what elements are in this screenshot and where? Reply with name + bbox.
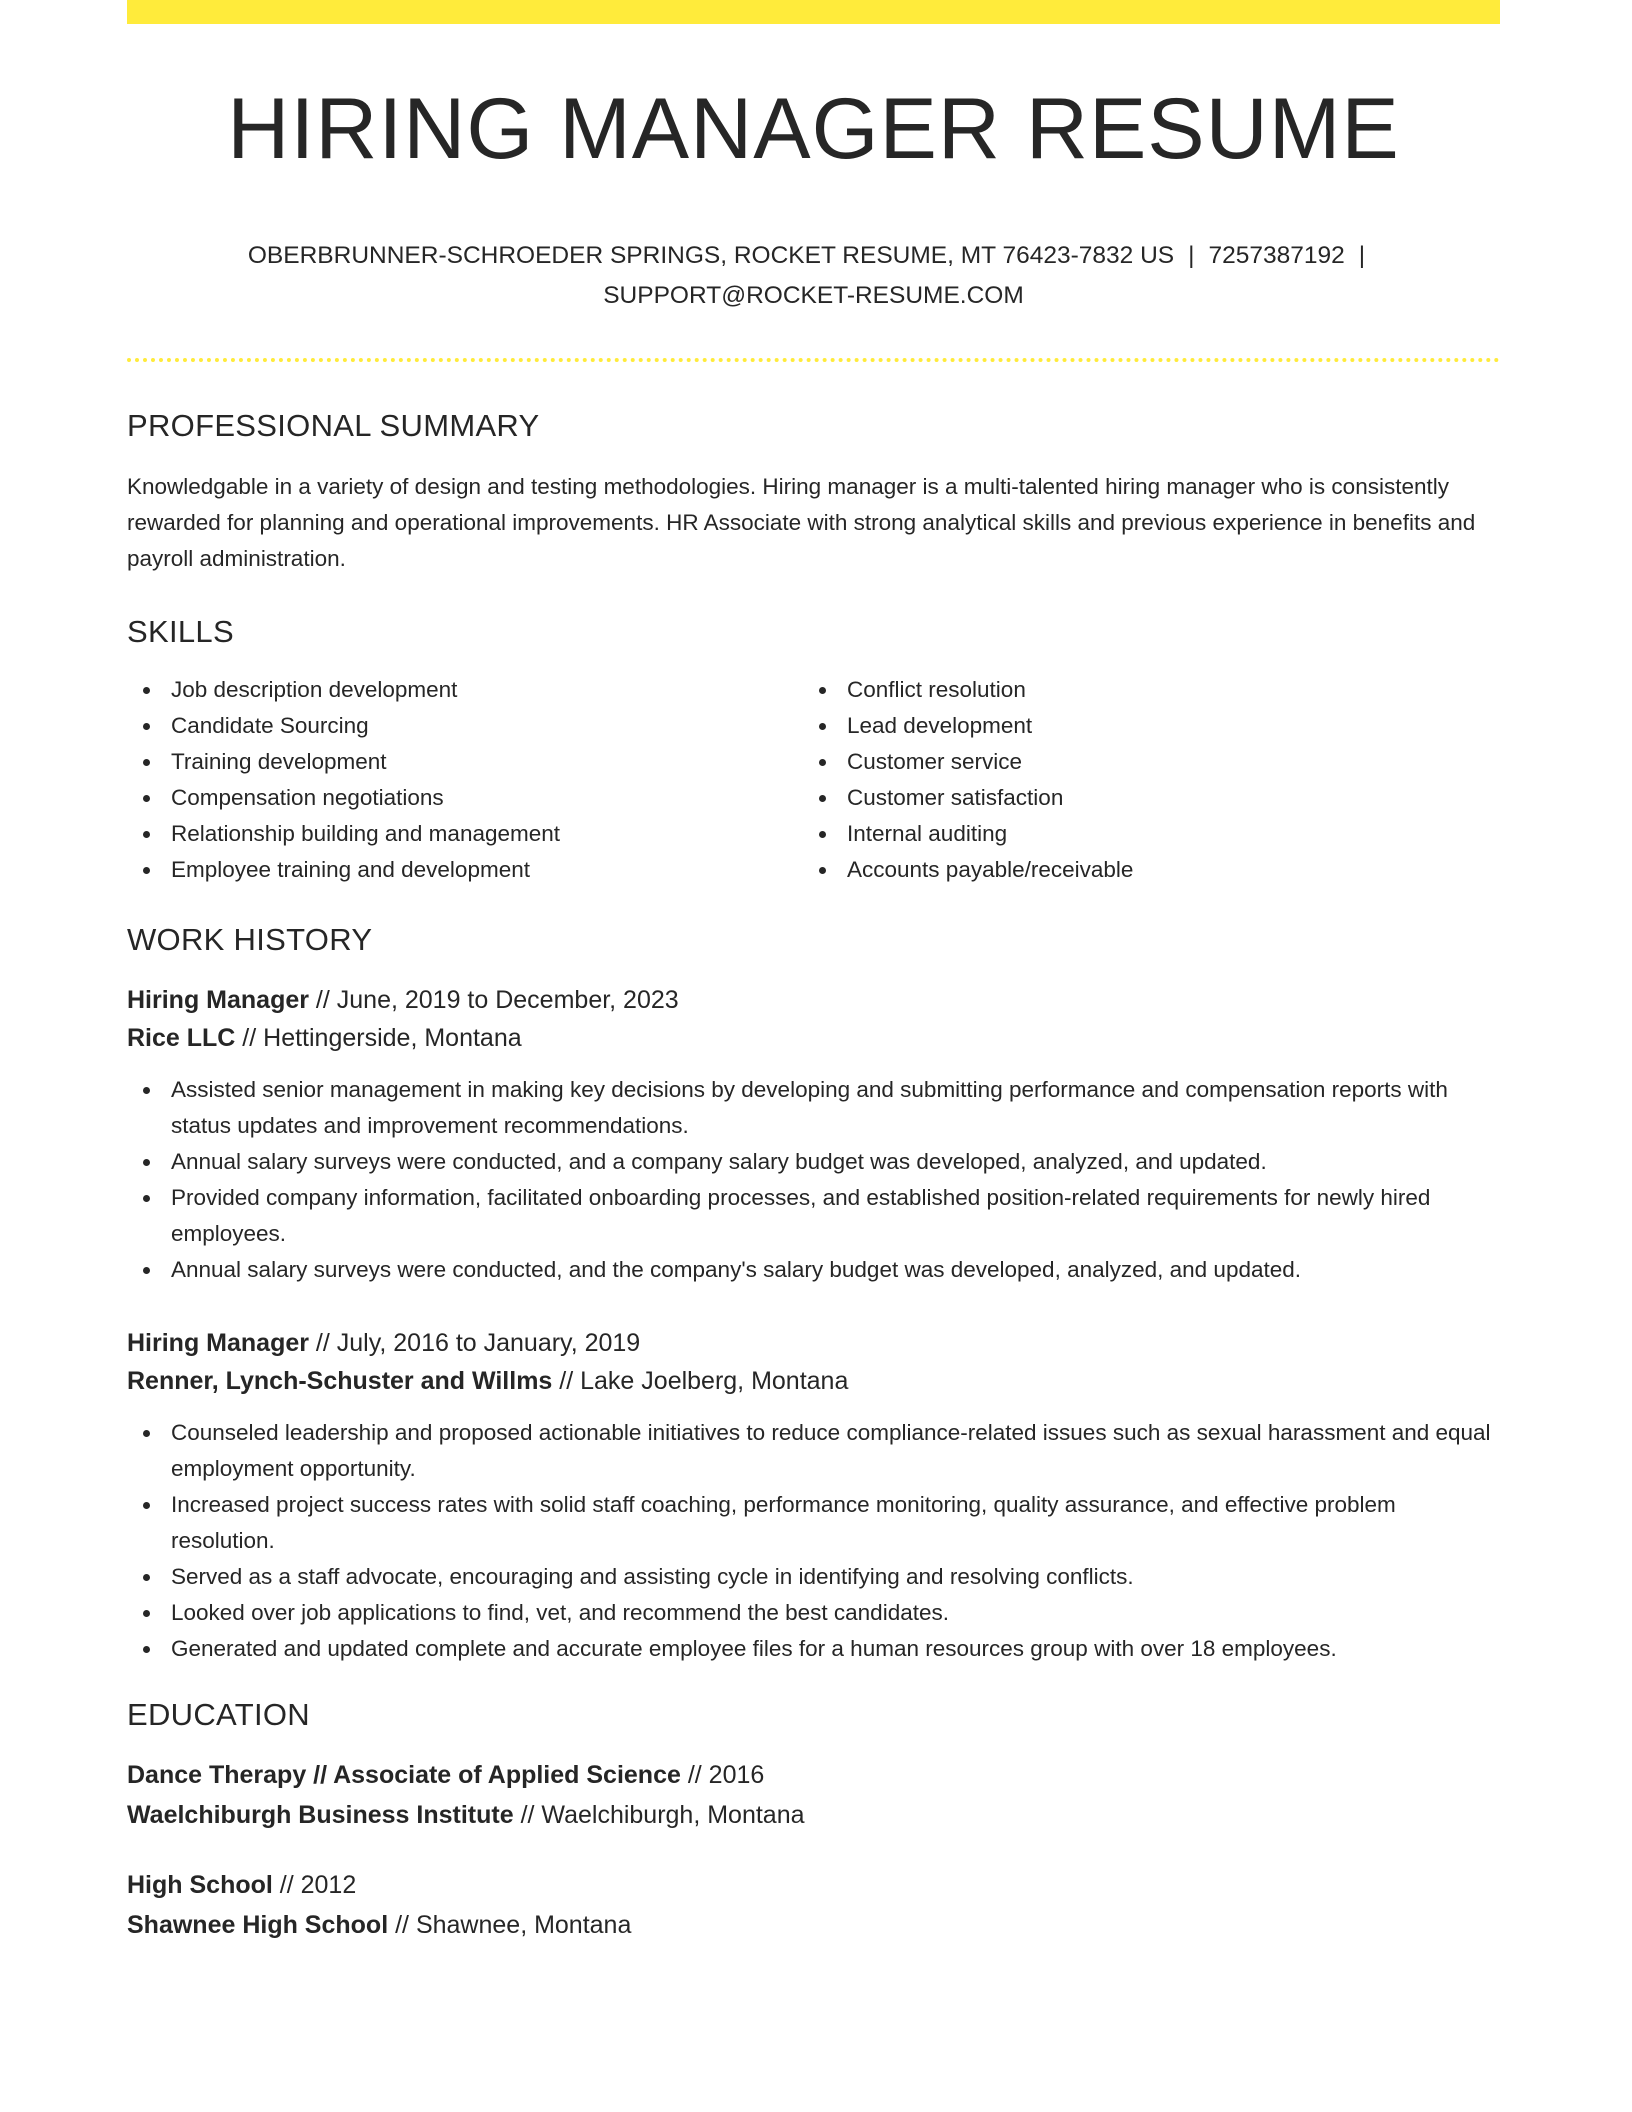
education-degree-line bbox=[127, 1865, 1500, 1905]
skill-item: Customer satisfaction bbox=[803, 780, 1479, 816]
job-entry bbox=[127, 1324, 1500, 1667]
summary-text: Knowledgable in a variety of design and testing methodologies. Hiring manager is a multi-talented hiring manager who is consistently rewarded for planning and operational improvements. HR Associate with strong analytical skills and previous experience in benefits and payroll administration. bbox=[127, 474, 1476, 571]
skill-item: Candidate Sourcing bbox=[127, 708, 803, 744]
education-location: // Waelchiburgh, Montana bbox=[513, 1801, 805, 1829]
education-year: // 2012 bbox=[272, 1871, 357, 1899]
job-title-line bbox=[127, 1324, 1500, 1362]
education-degree: High School bbox=[127, 1871, 273, 1899]
job-bullets bbox=[127, 1072, 1500, 1288]
job-bullet: Counseled leadership and proposed actionable initiatives to reduce compliance-related issues such as sexual harassment and equal employment opportunity. bbox=[127, 1415, 1500, 1487]
job-bullets bbox=[127, 1415, 1500, 1667]
job-company: Renner, Lynch-Schuster and Willms bbox=[127, 1367, 553, 1395]
skill-item: Employee training and development bbox=[127, 852, 803, 888]
job-company-line bbox=[127, 1362, 1500, 1400]
education-school: Waelchiburgh Business Institute bbox=[127, 1801, 514, 1829]
skill-item: Relationship building and management bbox=[127, 816, 803, 852]
contact-address: OBERBRUNNER-SCHROEDER SPRINGS, ROCKET RESUME, MT 76423-7832 US bbox=[247, 242, 1175, 269]
accent-bar bbox=[127, 0, 1500, 24]
job-company: Rice LLC bbox=[127, 1024, 236, 1052]
skill-item: Job description development bbox=[127, 672, 803, 708]
education-location: // Shawnee, Montana bbox=[388, 1911, 632, 1939]
skill-item: Training development bbox=[127, 744, 803, 780]
contact-phone: 7257387192 bbox=[1208, 242, 1345, 269]
contact-separator: | bbox=[1358, 242, 1366, 269]
job-dates: // June, 2019 to December, 2023 bbox=[308, 986, 679, 1014]
job-bullet: Generated and updated complete and accurate employee files for a human resources group with over 18 employees. bbox=[127, 1631, 1500, 1667]
job-bullet: Served as a staff advocate, encouraging and assisting cycle in identifying and resolving conflicts. bbox=[127, 1559, 1500, 1595]
education-entry bbox=[127, 1755, 1500, 1835]
resume-page bbox=[127, 0, 1500, 1945]
job-entry bbox=[127, 981, 1500, 1288]
job-bullet: Annual salary surveys were conducted, and the company's salary budget was developed, analyzed, and updated. bbox=[127, 1252, 1500, 1288]
education-degree-line bbox=[127, 1755, 1500, 1795]
education-school: Shawnee High School bbox=[127, 1911, 389, 1939]
contact-separator: | bbox=[1188, 242, 1195, 269]
job-dates: // July, 2016 to January, 2019 bbox=[308, 1329, 641, 1357]
job-bullet: Annual salary surveys were conducted, and a company salary budget was developed, analyzed, and updated. bbox=[127, 1144, 1500, 1180]
skill-item: Internal auditing bbox=[803, 816, 1479, 852]
skill-item: Customer service bbox=[803, 744, 1479, 780]
education-school-line bbox=[127, 1795, 1500, 1835]
resume-title: HIRING MANAGER RESUME bbox=[227, 81, 1400, 177]
education-school-line bbox=[127, 1905, 1500, 1945]
job-title: Hiring Manager bbox=[127, 986, 309, 1014]
dotted-divider bbox=[127, 358, 1500, 362]
job-title: Hiring Manager bbox=[127, 1329, 309, 1357]
education-year: // 2016 bbox=[680, 1761, 765, 1789]
skill-item: Compensation negotiations bbox=[127, 780, 803, 816]
contact-email[interactable]: SUPPORT@ROCKET-RESUME.COM bbox=[603, 282, 1024, 309]
job-bullet: Increased project success rates with solid staff coaching, performance monitoring, quality assurance, and effective problem resolution. bbox=[127, 1487, 1500, 1559]
education-heading: EDUCATION bbox=[127, 1697, 310, 1732]
job-bullet: Assisted senior management in making key decisions by developing and submitting performance and compensation reports with status updates and improvement recommendations. bbox=[127, 1072, 1500, 1144]
job-company-line bbox=[127, 1019, 1500, 1057]
job-location: // Hettingerside, Montana bbox=[235, 1024, 522, 1052]
summary-heading: PROFESSIONAL SUMMARY bbox=[127, 408, 540, 443]
job-title-line bbox=[127, 981, 1500, 1019]
skills-column-right bbox=[803, 672, 1479, 888]
education-degree: Dance Therapy // Associate of Applied Science bbox=[127, 1761, 681, 1789]
job-bullet: Provided company information, facilitated onboarding processes, and established position-related requirements for newly hired employees. bbox=[127, 1180, 1500, 1252]
skill-item: Conflict resolution bbox=[803, 672, 1479, 708]
education-entry bbox=[127, 1865, 1500, 1945]
skills-column-left bbox=[127, 672, 803, 888]
skill-item: Lead development bbox=[803, 708, 1479, 744]
skills-heading: SKILLS bbox=[127, 614, 234, 649]
work-history-heading: WORK HISTORY bbox=[127, 922, 373, 957]
skills-list bbox=[127, 672, 1500, 888]
job-location: // Lake Joelberg, Montana bbox=[552, 1367, 849, 1395]
skill-item: Accounts payable/receivable bbox=[803, 852, 1479, 888]
job-bullet: Looked over job applications to find, vet, and recommend the best candidates. bbox=[127, 1595, 1500, 1631]
contact-info bbox=[127, 236, 1500, 316]
